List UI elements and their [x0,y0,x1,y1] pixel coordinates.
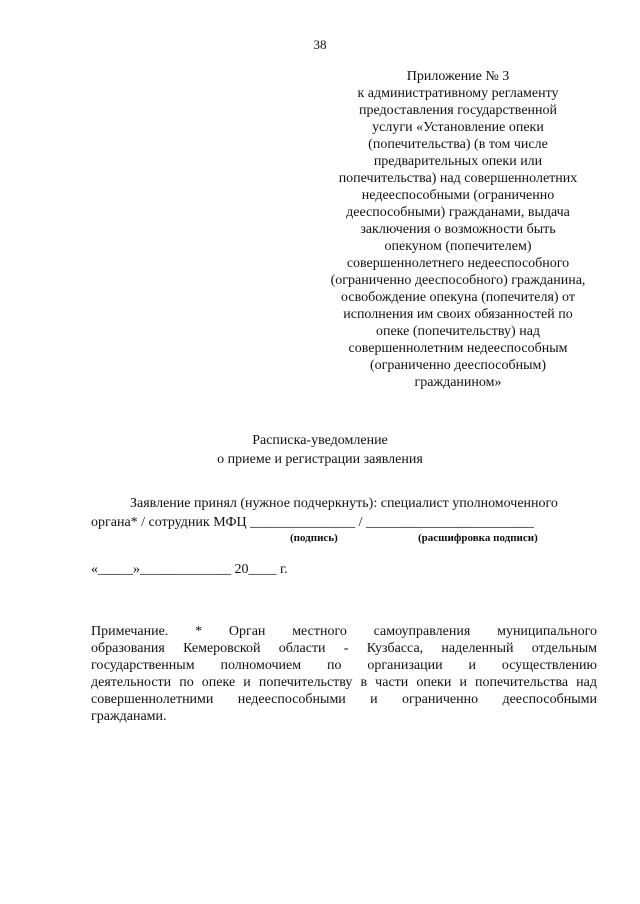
appendix-line: исполнения им своих обязанностей по [343,307,573,322]
page-number: 38 [313,37,327,52]
title-line: о приеме и регистрации заявления [217,452,423,467]
appendix-line: предоставления государственной [358,103,558,118]
appendix-line: (ограниченно дееспособного) гражданина, [330,273,586,288]
note-paragraph [91,623,597,725]
appendix-line: Приложение № 3 [406,69,510,84]
appendix-line: недееспособными (ограниченно [361,188,555,203]
appendix-line: совершеннолетнего недееспособного [346,256,570,271]
appendix-line: заключения о возможности быть [360,222,556,237]
note-line: образования Кемеровской области - Кузбасса, наделенный отдельным [91,641,597,656]
note-line: совершеннолетними недееспособными и ограниченно дееспособными [91,692,597,707]
receipt-line-2: органа* / сотрудник МФЦ _______________ / ________________________ [91,515,535,530]
appendix-line: дееспособными) гражданами, выдача [346,205,570,220]
signature-decoding-caption: (расшифровка подписи) [418,532,538,544]
appendix-line: опекуном (попечителем) [384,239,532,254]
date-line: «_____»_____________ 20____ г. [91,562,288,577]
appendix-line: предварительных опеки или [373,154,543,169]
appendix-line: опеке (попечительству) над [375,324,541,339]
appendix-line: (попечительства) (в том числе [368,137,548,152]
note-line: гражданами. [91,709,167,724]
appendix-line: гражданином» [414,375,502,390]
appendix-line: к административному регламенту [357,86,559,101]
title-line: Расписка-уведомление [252,433,388,448]
document-title [0,431,640,469]
signature-caption: (подпись) [290,532,338,544]
appendix-line: (ограниченно дееспособным) [369,358,547,373]
note-line: деятельности по опеке и попечительству в части опеки и попечительства над [91,675,597,690]
appendix-line: попечительства) над совершеннолетних [338,171,578,186]
note-line: государственным полномочием по организации и осуществлению [91,658,597,673]
note-line: Примечание. * Орган местного самоуправления муниципального [91,624,597,639]
receipt-line-1: Заявление принял (нужное подчеркнуть): специалист уполномоченного [130,496,558,511]
appendix-line: совершеннолетним недееспособным [348,341,568,356]
appendix-header [318,68,598,391]
appendix-line: освобождение опекуна (попечителя) от [341,290,575,305]
appendix-line: услуги «Установление опеки [372,120,544,135]
